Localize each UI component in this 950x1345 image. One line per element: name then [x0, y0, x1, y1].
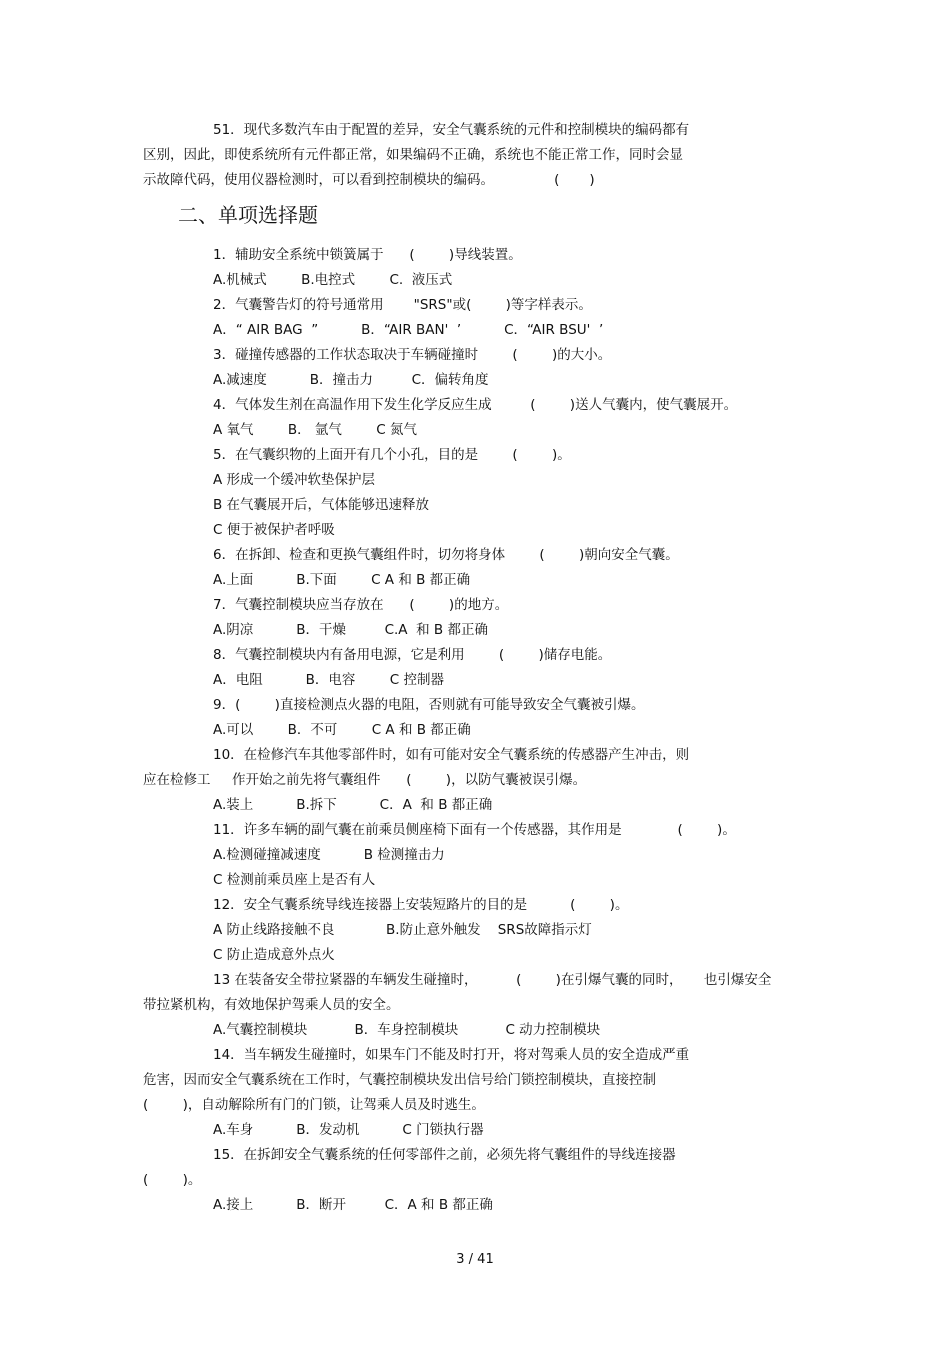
q7-stem: 7．气囊控制模块应当存放在 ( )的地方。: [213, 597, 509, 613]
q9-stem: 9．( )直接检测点火器的电阻，否则就有可能导致安全气囊被引爆。: [213, 697, 645, 713]
q8-options: A．电阻 B．电容 C 控制器: [213, 672, 444, 688]
q3-stem: 3．碰撞传感器的工作状态取决于车辆碰撞时 ( )的大小。: [213, 347, 612, 363]
q11-stem: 11．许多车辆的副气囊在前乘员侧座椅下面有一个传感器，其作用是 ( )。: [213, 822, 736, 838]
q11-option-c: C 检测前乘员座上是否有人: [213, 872, 376, 888]
q2-stem: 2．气囊警告灯的符号通常用 "SRS"或( )等字样表示。: [213, 297, 592, 313]
q5-option-c: C 便于被保护者呼吸: [213, 522, 335, 538]
q6-stem: 6．在拆卸、检查和更换气囊组件时，切勿将身体 ( )朝向安全气囊。: [213, 547, 679, 563]
q14-stem-1: 14．当车辆发生碰撞时，如果车门不能及时打开，将对驾乘人员的安全造成严重: [213, 1047, 690, 1063]
q5-stem: 5．在气囊织物的上面开有几个小孔，目的是 ( )。: [213, 447, 571, 463]
q14-options: A.车身 B．发动机 C 门锁执行器: [213, 1122, 484, 1138]
q14-stem-3: ( )，自动解除所有门的门锁，让驾乘人员及时逃生。: [143, 1097, 485, 1113]
q51-line-3: 示故障代码，使用仪器检测时，可以看到控制模块的编码。 ( ): [143, 172, 595, 188]
q3-options: A.减速度 B．撞击力 C．偏转角度: [213, 372, 489, 388]
q7-options: A.阴凉 B．干燥 C.A 和 B 都正确: [213, 622, 488, 638]
q15-options: A.接上 B．断开 C．A 和 B 都正确: [213, 1197, 493, 1213]
q14-stem-2: 危害，因而安全气囊系统在工作时，气囊控制模块发出信号给门锁控制模块，直接控制: [143, 1072, 656, 1088]
q13-stem-2: 带拉紧机构，有效地保护驾乘人员的安全。: [143, 997, 400, 1013]
q4-stem: 4．气体发生剂在高温作用下发生化学反应生成 ( )送人气囊内，使气囊展开。: [213, 397, 738, 413]
q10-stem-2: 应在检修工 作开始之前先将气囊组件 ( )，以防气囊被误引爆。: [143, 772, 587, 788]
q12-stem: 12．安全气囊系统导线连接器上安装短路片的目的是 ( )。: [213, 897, 629, 913]
q1-options: A.机械式 B.电控式 C. 液压式: [213, 272, 453, 288]
q15-stem-2: ( )。: [143, 1172, 202, 1188]
q13-options: A.气囊控制模块 B．车身控制模块 C 动力控制模块: [213, 1022, 601, 1038]
q12-option-c: C 防止造成意外点火: [213, 947, 335, 963]
q2-options: A．“ AIR BAG ” B．“AIR BAN' ’ C．“AIR BSU' ’: [213, 322, 604, 338]
page-number: 3 / 41: [456, 1252, 494, 1267]
q51-line-1: 51．现代多数汽车由于配置的差异，安全气囊系统的元件和控制模块的编码都有: [213, 122, 690, 138]
q10-stem-1: 10．在检修汽车其他零部件时，如有可能对安全气囊系统的传感器产生冲击，则: [213, 747, 690, 763]
q1-stem: 1．辅助安全系统中锁簧属于 ( )导线装置。: [213, 247, 522, 263]
q5-option-a: A 形成一个缓冲软垫保护层: [213, 472, 376, 488]
q11-options-ab: A.检测碰撞减速度 B 检测撞击力: [213, 847, 445, 863]
q12-options-ab: A 防止线路接触不良 B.防止意外触发 SRS故障指示灯: [213, 922, 592, 938]
q5-option-b: B 在气囊展开后，气体能够迅速释放: [213, 497, 430, 513]
q51-line-2: 区别，因此，即使系统所有元件都正常，如果编码不正确，系统也不能正常工作，同时会显: [143, 147, 683, 163]
q9-options: A.可以 B．不可 C A 和 B 都正确: [213, 722, 471, 738]
q13-stem-1: 13 在装备安全带拉紧器的车辆发生碰撞时， ( )在引爆气囊的同时， 也引爆安全: [213, 972, 772, 988]
q8-stem: 8．气囊控制模块内有备用电源，它是利用 ( )储存电能。: [213, 647, 612, 663]
q10-options: A.装上 B.拆下 C．A 和 B 都正确: [213, 797, 493, 813]
section-title: 二、单项选择题: [178, 203, 318, 227]
q4-options: A 氧气 B． 氩气 C 氮气: [213, 422, 417, 438]
q6-options: A.上面 B.下面 C A 和 B 都正确: [213, 572, 471, 588]
q15-stem-1: 15．在拆卸安全气囊系统的任何零部件之前，必须先将气囊组件的导线连接器: [213, 1147, 676, 1163]
